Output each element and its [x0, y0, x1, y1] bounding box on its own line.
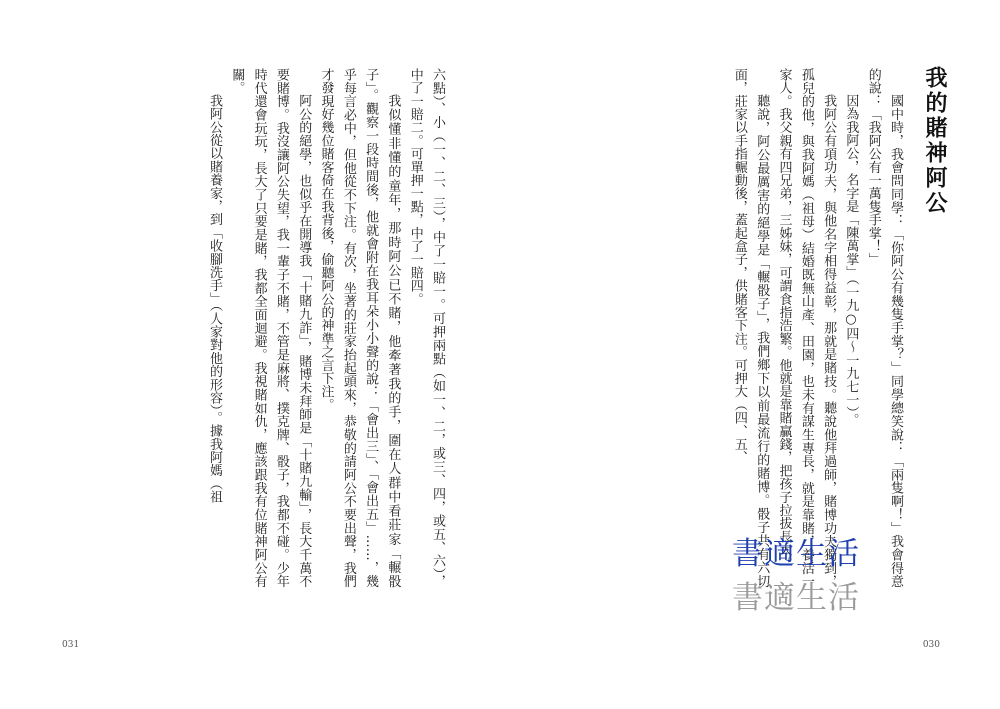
watermark-secondary: 書適生活: [732, 580, 860, 616]
chapter-title: 我的賭神阿公: [922, 66, 947, 216]
left-paragraph-3: 阿公的絕學，也似乎在開導我「十賭九詐」，賭博未拜師是「十賭九輸」，長大千萬不要賭博。我沒讓阿公失望，我一輩子不賭，不管是麻將、撲克牌、骰子，我都不碰。少年時代還會玩玩，長大了只要是賭，我都全面迴避。我視賭如仇，應該跟我有位賭神阿公有關。: [229, 68, 312, 588]
right-page-body: [606, 68, 906, 588]
right-page: [500, 0, 1000, 709]
right-page-number: 030: [922, 640, 940, 650]
left-page-number: 031: [62, 640, 80, 650]
left-paragraph-2: 我似懂非懂的童年，那時阿公已不賭，他牽著我的手，圍在人群中看莊家「輾骰子」。觀察一段時間後，他就會附在我耳朵小小聲的說：「會出三」、「會出五」……，幾乎每言必中，但他從不下注。有次，坐著的莊家抬起頭來，恭敬的請阿公不要出聲，我們才發現好幾位賭客倚在我背後，偷聽阿公的神準之言下注。: [318, 68, 401, 588]
watermark-primary: 書適生活: [732, 536, 860, 572]
right-paragraph-3: 我阿公有項功夫，與他名字相得益彰，那就是賭技。聽說他拜過師，賭博功夫獨到，孤兒的他，與我阿媽（祖母）結婚既無山產、田園，也未有謀生專長，就是靠賭，養活一家人。我父親有四兄弟，三姊妹，可謂食指浩繁。他就是靠賭贏錢，把孩子拉拔長大。: [776, 68, 837, 588]
left-page-body: [56, 68, 448, 588]
right-paragraph-1: 國中時，我會問同學：「你阿公有幾隻手掌？」同學總笑說：「兩隻啊！」我會得意的說：「我阿公有一萬隻手掌！」: [865, 68, 903, 588]
left-paragraph-4: 我阿公從以賭養家，到「收腳洗手」（人家對他的形容）。據我阿媽（祖: [207, 94, 223, 504]
right-paragraph-2: 因為我阿公，名字是「陳萬掌」（一九○四～一九七一）。: [843, 94, 859, 427]
right-paragraph-4: 聽說，阿公最厲害的絕學是「輾骰子」，我們鄉下以前最流行的賭博。骰子共有六切面，莊家以手指輾動後，蓋起盒子，供賭客下注。可押大（四、五、: [731, 68, 770, 588]
left-paragraph-1: 六點）、小（一、二、三），中了一賠一。可押兩點（如一、二，或三、四，或五、六），中了一賠二。可單押一點，中了一賠四。: [407, 68, 445, 588]
